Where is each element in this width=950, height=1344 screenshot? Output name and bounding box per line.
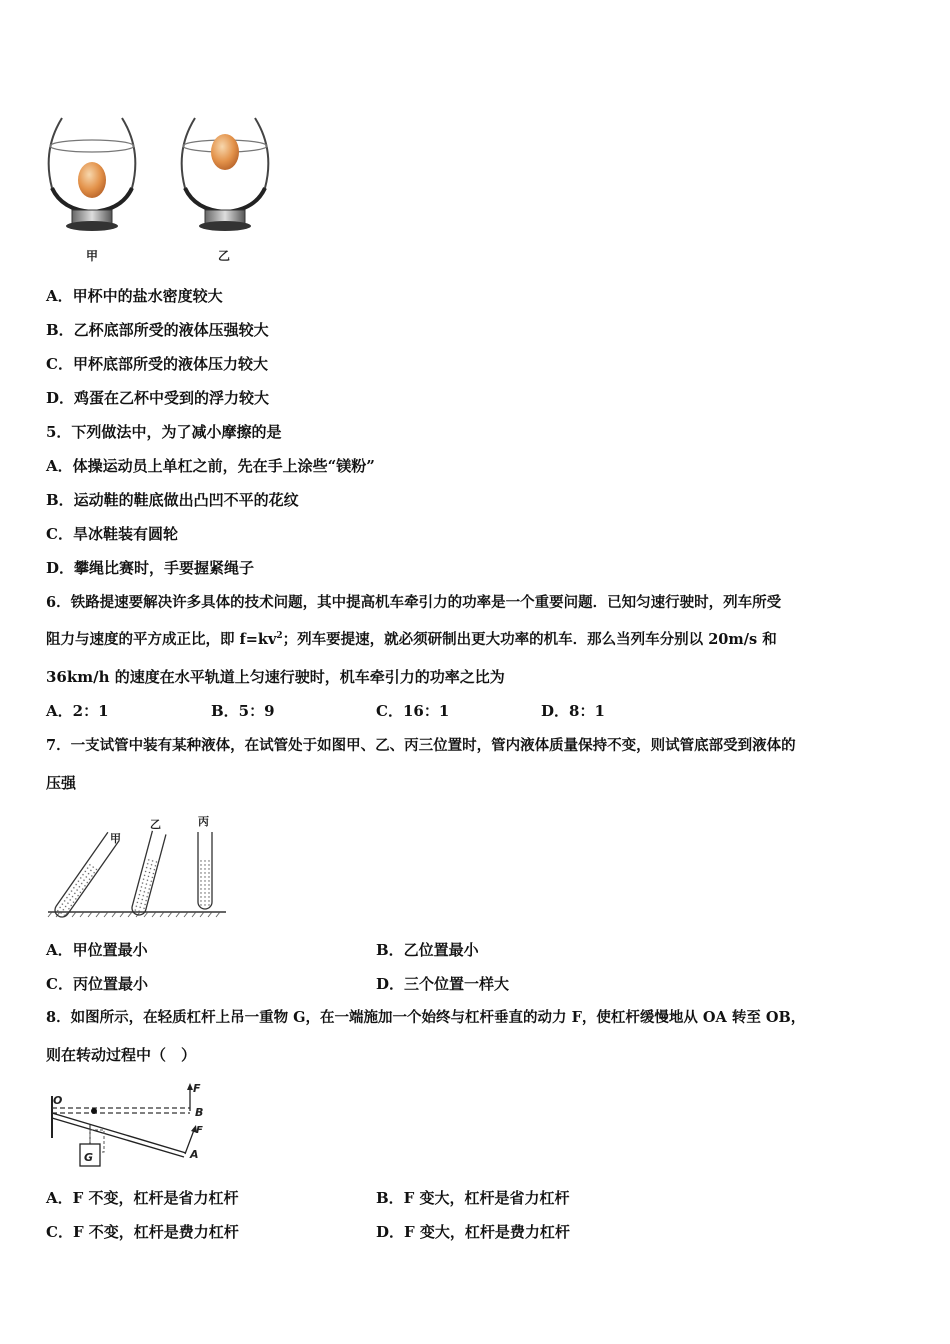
- q8-option-a: A．F 不变，杠杆是省力杠杆: [46, 1189, 239, 1207]
- q8-option-c: C．F 不变，杠杆是费力杠杆: [46, 1223, 239, 1241]
- q6-option-c: C．16：1: [376, 702, 450, 720]
- lever-label-g: G: [84, 1151, 94, 1164]
- q6-stem-line3: 36km/h 的速度在水平轨道上匀速行驶时，机车牵引力的功率之比为: [46, 668, 505, 686]
- tube-yi: [130, 831, 166, 917]
- egg-jia: [78, 162, 106, 198]
- q6-option-b: B．5：9: [211, 702, 275, 720]
- q6-stem-line2-b: ；列车要提速，就必须研制出更大功率的机车．那么当列车分别以 20m/s 和: [282, 631, 777, 648]
- q6-stem-line2-a: 阻力与速度的平方成正比，即 f=kv: [46, 631, 277, 648]
- q7-option-a: A．甲位置最小: [46, 941, 148, 959]
- egg-yi: [211, 134, 239, 170]
- label-yi: 乙: [218, 249, 231, 263]
- q5-option-c: C．旱冰鞋装有圆轮: [46, 525, 178, 543]
- lever-label-a: A: [190, 1148, 199, 1161]
- q8-option-b: B．F 变大，杠杆是省力杠杆: [376, 1189, 570, 1207]
- cup-jia: [49, 118, 136, 231]
- eggs-in-cups-figure: [40, 110, 290, 270]
- lever-figure: [44, 1078, 214, 1173]
- q6-stem-line1: 6．铁路提速要解决许多具体的技术问题，其中提高机车牵引力的功率是一个重要问题．已知匀速行驶时，列车所受: [46, 594, 782, 611]
- tube-label-jia: 甲: [110, 832, 121, 845]
- lever-label-b: B: [195, 1106, 204, 1119]
- cup-yi: [182, 118, 269, 231]
- tube-label-bing: 丙: [198, 815, 209, 828]
- q8-option-d: D．F 变大，杠杆是费力杠杆: [376, 1223, 570, 1241]
- test-tubes-figure: [44, 812, 234, 922]
- q5-option-d: D．攀绳比赛时，手要握紧绳子: [46, 559, 255, 577]
- q4-option-a: A．甲杯中的盐水密度较大: [46, 287, 223, 305]
- q4-option-b: B．乙杯底部所受的液体压强较大: [46, 321, 269, 339]
- lever-label-f-top: F: [193, 1082, 201, 1095]
- tube-bing: [198, 832, 212, 909]
- q5-stem: 5．下列做法中，为了减小摩擦的是: [46, 423, 282, 441]
- lever-label-f-side: F: [196, 1125, 203, 1136]
- q8-stem-line2: 则在转动过程中（ ）: [46, 1046, 197, 1064]
- q5-option-a: A．体操运动员上单杠之前，先在手上涂些“镁粉”: [46, 457, 375, 475]
- q7-stem-line1: 7．一支试管中装有某种液体，在试管处于如图甲、乙、丙三位置时，管内液体质量保持不变，则试管底部受到液体的: [46, 737, 796, 754]
- label-jia: 甲: [86, 249, 99, 263]
- q8-stem-line1: 8．如图所示，在轻质杠杆上吊一重物 G，在一端施加一个始终与杠杆垂直的动力 F，使杠杆缓慢地从 OA 转至 OB，: [46, 1009, 806, 1026]
- q4-option-d: D．鸡蛋在乙杯中受到的浮力较大: [46, 389, 270, 407]
- q7-stem-line2: 压强: [46, 774, 77, 792]
- q6-stem-line2-sup: 2: [276, 631, 283, 642]
- q7-option-c: C．丙位置最小: [46, 975, 148, 993]
- q6-stem-line2: [46, 630, 777, 650]
- tube-jia: [52, 832, 119, 919]
- q7-option-d: D．三个位置一样大: [376, 975, 510, 993]
- q6-option-a: A．2：1: [46, 702, 109, 720]
- q6-option-d: D．8：1: [541, 702, 605, 720]
- q4-option-c: C．甲杯底部所受的液体压力较大: [46, 355, 268, 373]
- q5-option-b: B．运动鞋的鞋底做出凸凹不平的花纹: [46, 491, 299, 509]
- tube-label-yi: 乙: [150, 818, 161, 831]
- lever-label-o: O: [53, 1094, 63, 1107]
- q7-option-b: B．乙位置最小: [376, 941, 479, 959]
